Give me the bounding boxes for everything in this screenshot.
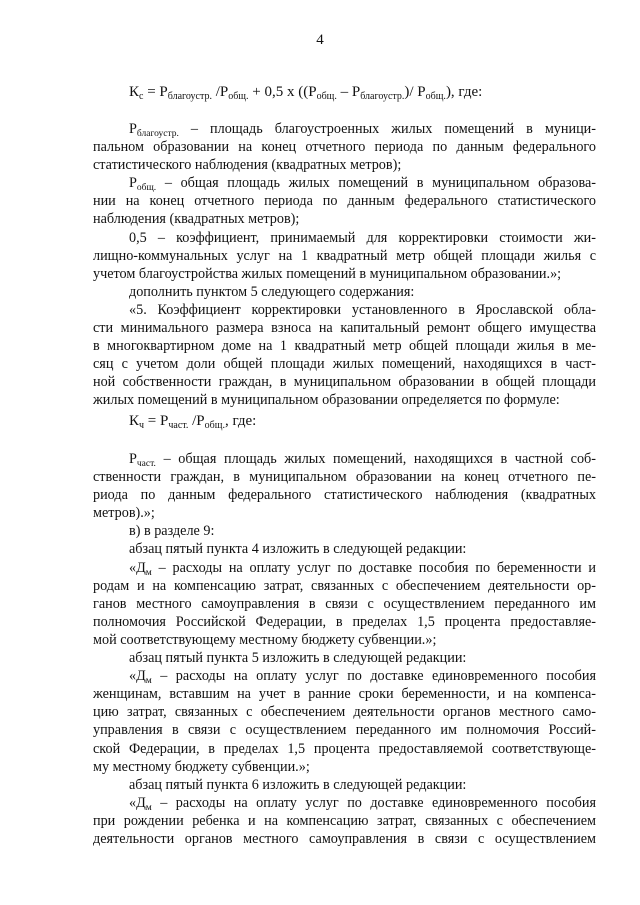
abz4-line: ганов местного самоуправления в связи с осуществлением переданного им (93, 595, 596, 612)
def-line: наблюдения (квадратных метров); (93, 211, 300, 228)
def-line: нии на конец отчетного периода по данным федерального статистического (93, 193, 596, 210)
abz6-line: «$Д_м$ – расходы на оплату услуг по доставке единовременного пособия (129, 794, 596, 813)
point5-line: ной собственности граждан, в муниципальном образовании в общей площади (93, 374, 596, 391)
abz6-intro: абзац пятый пункта 6 изложить в следующей редакции: (129, 776, 467, 793)
abz5-line: му местному бюджету субвенции.»; (93, 758, 310, 775)
abz5-line: цию затрат, связанных с обеспечением деятельности органов местного само- (93, 704, 596, 721)
def-line: $Р_{общ.}$ – общая площадь жилых помещений в муниципальном образова- (129, 175, 596, 194)
def-line: ственности граждан, в муниципальном образовании на конец отчетного пе- (93, 469, 596, 486)
def-line: учетом благоустройства жилых помещений в муниципальном образовании.»; (93, 265, 562, 282)
abz5-intro: абзац пятый пункта 5 изложить в следующей редакции: (129, 650, 467, 667)
def-line: пальном образовании на конец отчетного периода по данным федерального (93, 139, 596, 156)
abz5-line: женщинам, вставшим на учет в ранние сроки беременности, и на компенса- (93, 686, 596, 703)
abz4-line: мой соответствующему местному бюджету субвенции.»; (93, 631, 437, 648)
def-line: $Р_{благоустр.}$ – площадь благоустроенных жилых помещений в муници- (129, 121, 596, 139)
page-number: 4 (316, 32, 324, 48)
def-line: лищно-коммунальных услуг на 1 квадратный метр общей площади жилья с (93, 247, 596, 264)
formula-kc: $К_с = Р_{благоустр.}$ $/Р_{общ.} + 0,5$ х ($(Р_{общ.} - Р_{благоустр.})/$ $Р_{общ.}$), где: (129, 84, 483, 102)
point5-line: «5. Коэффициент корректировки установленного в Ярославской обла- (129, 301, 596, 318)
definitions-block-2 (93, 450, 596, 848)
abz4-intro: абзац пятый пункта 4 изложить в следующей редакции: (129, 541, 467, 558)
point5-line: в многоквартирном доме на 1 квадратный метр общей площади жилья в ме- (93, 338, 596, 355)
def-line: метров).»; (93, 505, 155, 522)
formula-kch: $К_ч = Р_{част.}$ $/Р_{общ.}$, где: (129, 413, 257, 431)
abz4-line: родам и на компенсацию затрат, связанных с обеспечением деятельности ор- (93, 577, 596, 594)
section9-line: в) в разделе 9: (129, 523, 215, 540)
abz5-line: ской Федерации, в пределах 1,5 процента предоставляемой соответствующе- (93, 740, 596, 757)
def-line: риода по данным федерального статистического наблюдения (квадратных (93, 487, 596, 504)
def-line: статистического наблюдения (квадратных метров); (93, 157, 402, 174)
add-point5-line: дополнить пунктом 5 следующего содержания: (129, 283, 415, 300)
point5-line: жилых помещений в муниципальном образовании определяется по формуле: (93, 392, 560, 409)
point5-line: сяц с учетом доли общей площади жилых помещений, находящихся в част- (93, 356, 596, 373)
abz5-line: управления в связи с осуществлением переданного им полномочия Россий- (93, 722, 596, 739)
abz5-line: «$Д_м$ – расходы на оплату услуг по доставке единовременного пособия (129, 668, 596, 687)
abz4-line: «$Д_м$ – расходы на оплату услуг по доставке пособия по беременности и (129, 559, 596, 578)
abz6-line: при рождении ребенка и на компенсацию затрат, связанных с обеспечением (93, 812, 596, 829)
def-line: 0,5 – коэффициент, принимаемый для корректировки стоимости жи- (129, 229, 596, 246)
def-line: $Р_{част.}$ – общая площадь жилых помещений, находящихся в частной соб- (129, 451, 596, 469)
point5-line: сти минимального размера взноса на капитальный ремонт общего имущества (93, 320, 596, 337)
abz6-line: деятельности органов местного самоуправления в связи с осуществлением (93, 830, 596, 847)
abz4-line: полномочия Российской Федерации, в пределах 1,5 процента предоставляе- (93, 613, 596, 630)
definitions-block-1 (93, 120, 596, 410)
